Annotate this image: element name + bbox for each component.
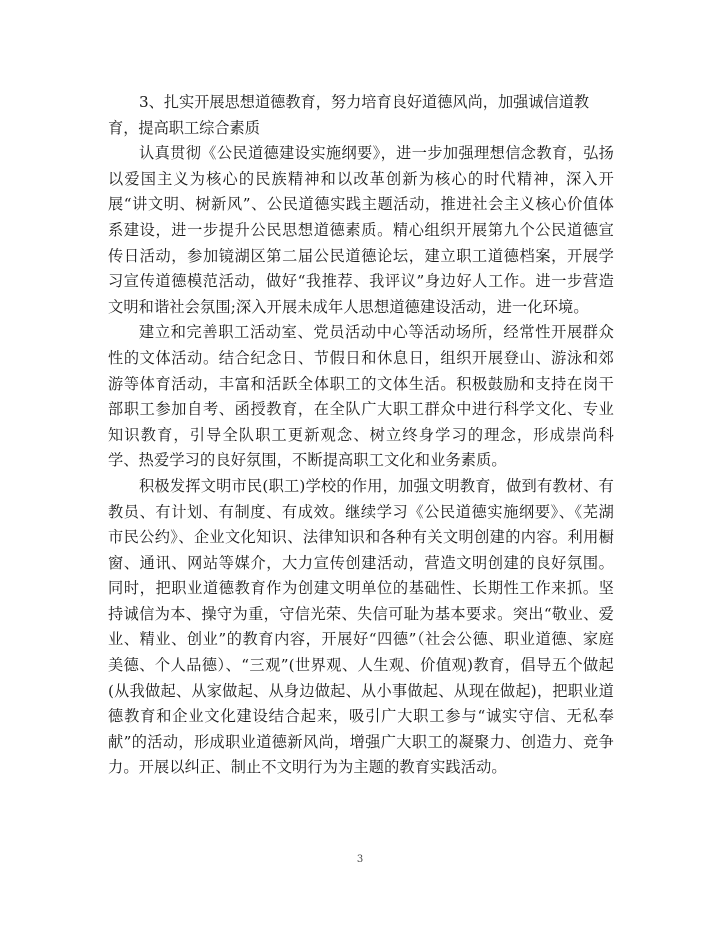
paragraph-activities: 建立和完善职工活动室、党员活动中心等活动场所，经常性开展群众性的文体活动。结合纪念日、节假日和休息日，组织开展登山、游泳和郊游等体育活动，丰富和活跃全体职工的文体生活。积极鼓励和支持在岗干部职工参加自考、函授教育，在全队广大职工群众中进行科学文化、专业知识教育，引导全队职工更新观念、树立终身学习的理念，形成崇尚科学、热爱学习的良好氛围，不断提高职工文化和业务素质。 bbox=[108, 323, 614, 470]
page-number: 3 bbox=[356, 854, 364, 865]
document-body bbox=[108, 90, 614, 781]
paragraph-moral-education: 认真贯彻《公民道德建设实施纲要》，进一步加强理想信念教育，弘扬以爱国主义为核心的民族精神和以改革创新为核心的时代精神，深入开展“讲文明、树新风”、公民道德实践主题活动，推进社会主义核心价值体系建设，进一步提升公民思想道德素质。精心组织开展第九个公民道德宣传日活动，参加镜湖区第二届公民道德论坛，建立职工道德档案，开展学习宣传道德模范活动，做好“我推荐、我评议”身边好人工作。进一步营造文明和谐社会氛围;深入开展未成年人思想道德建设活动，进一化环境。 bbox=[108, 144, 614, 316]
paragraph-civic-school: 积极发挥文明市民(职工)学校的作用，加强文明教育，做到有教材、有教员、有计划、有制度、有成效。继续学习《公民道德实施纲要》、《芜湖市民公约》、企业文化知识、法律知识和各种有关文明创建的内容。利用橱窗、通讯、网站等媒介，大力宣传创建活动，营造文明创建的良好氛围。同时，把职业道德教育作为创建文明单位的基础性、长期性工作来抓。坚持诚信为本、操守为重，守信光荣、失信可耻为基本要求。突出“敬业、爱业、精业、创业”的教育内容，开展好“四德”（社会公德、职业道德、家庭美德、个人品德）、“三观”(世界观、人生观、价值观)教育，倡导五个做起(从我做起、从家做起、从身边做起、从小事做起、从现在做起)，把职业道德教育和企业文化建设结合起来，吸引广大职工参与“诚实守信、无私奉献”的活动，形成职业道德新风尚，增强广大职工的凝聚力、创造力、竞争力。开展以纠正、制止不文明行为为主题的教育实践活动。 bbox=[108, 476, 614, 777]
section-heading: 3、扎实开展思想道德教育，努力培育良好道德风尚，加强诚信道教育，提高职工综合素质 bbox=[108, 93, 590, 137]
